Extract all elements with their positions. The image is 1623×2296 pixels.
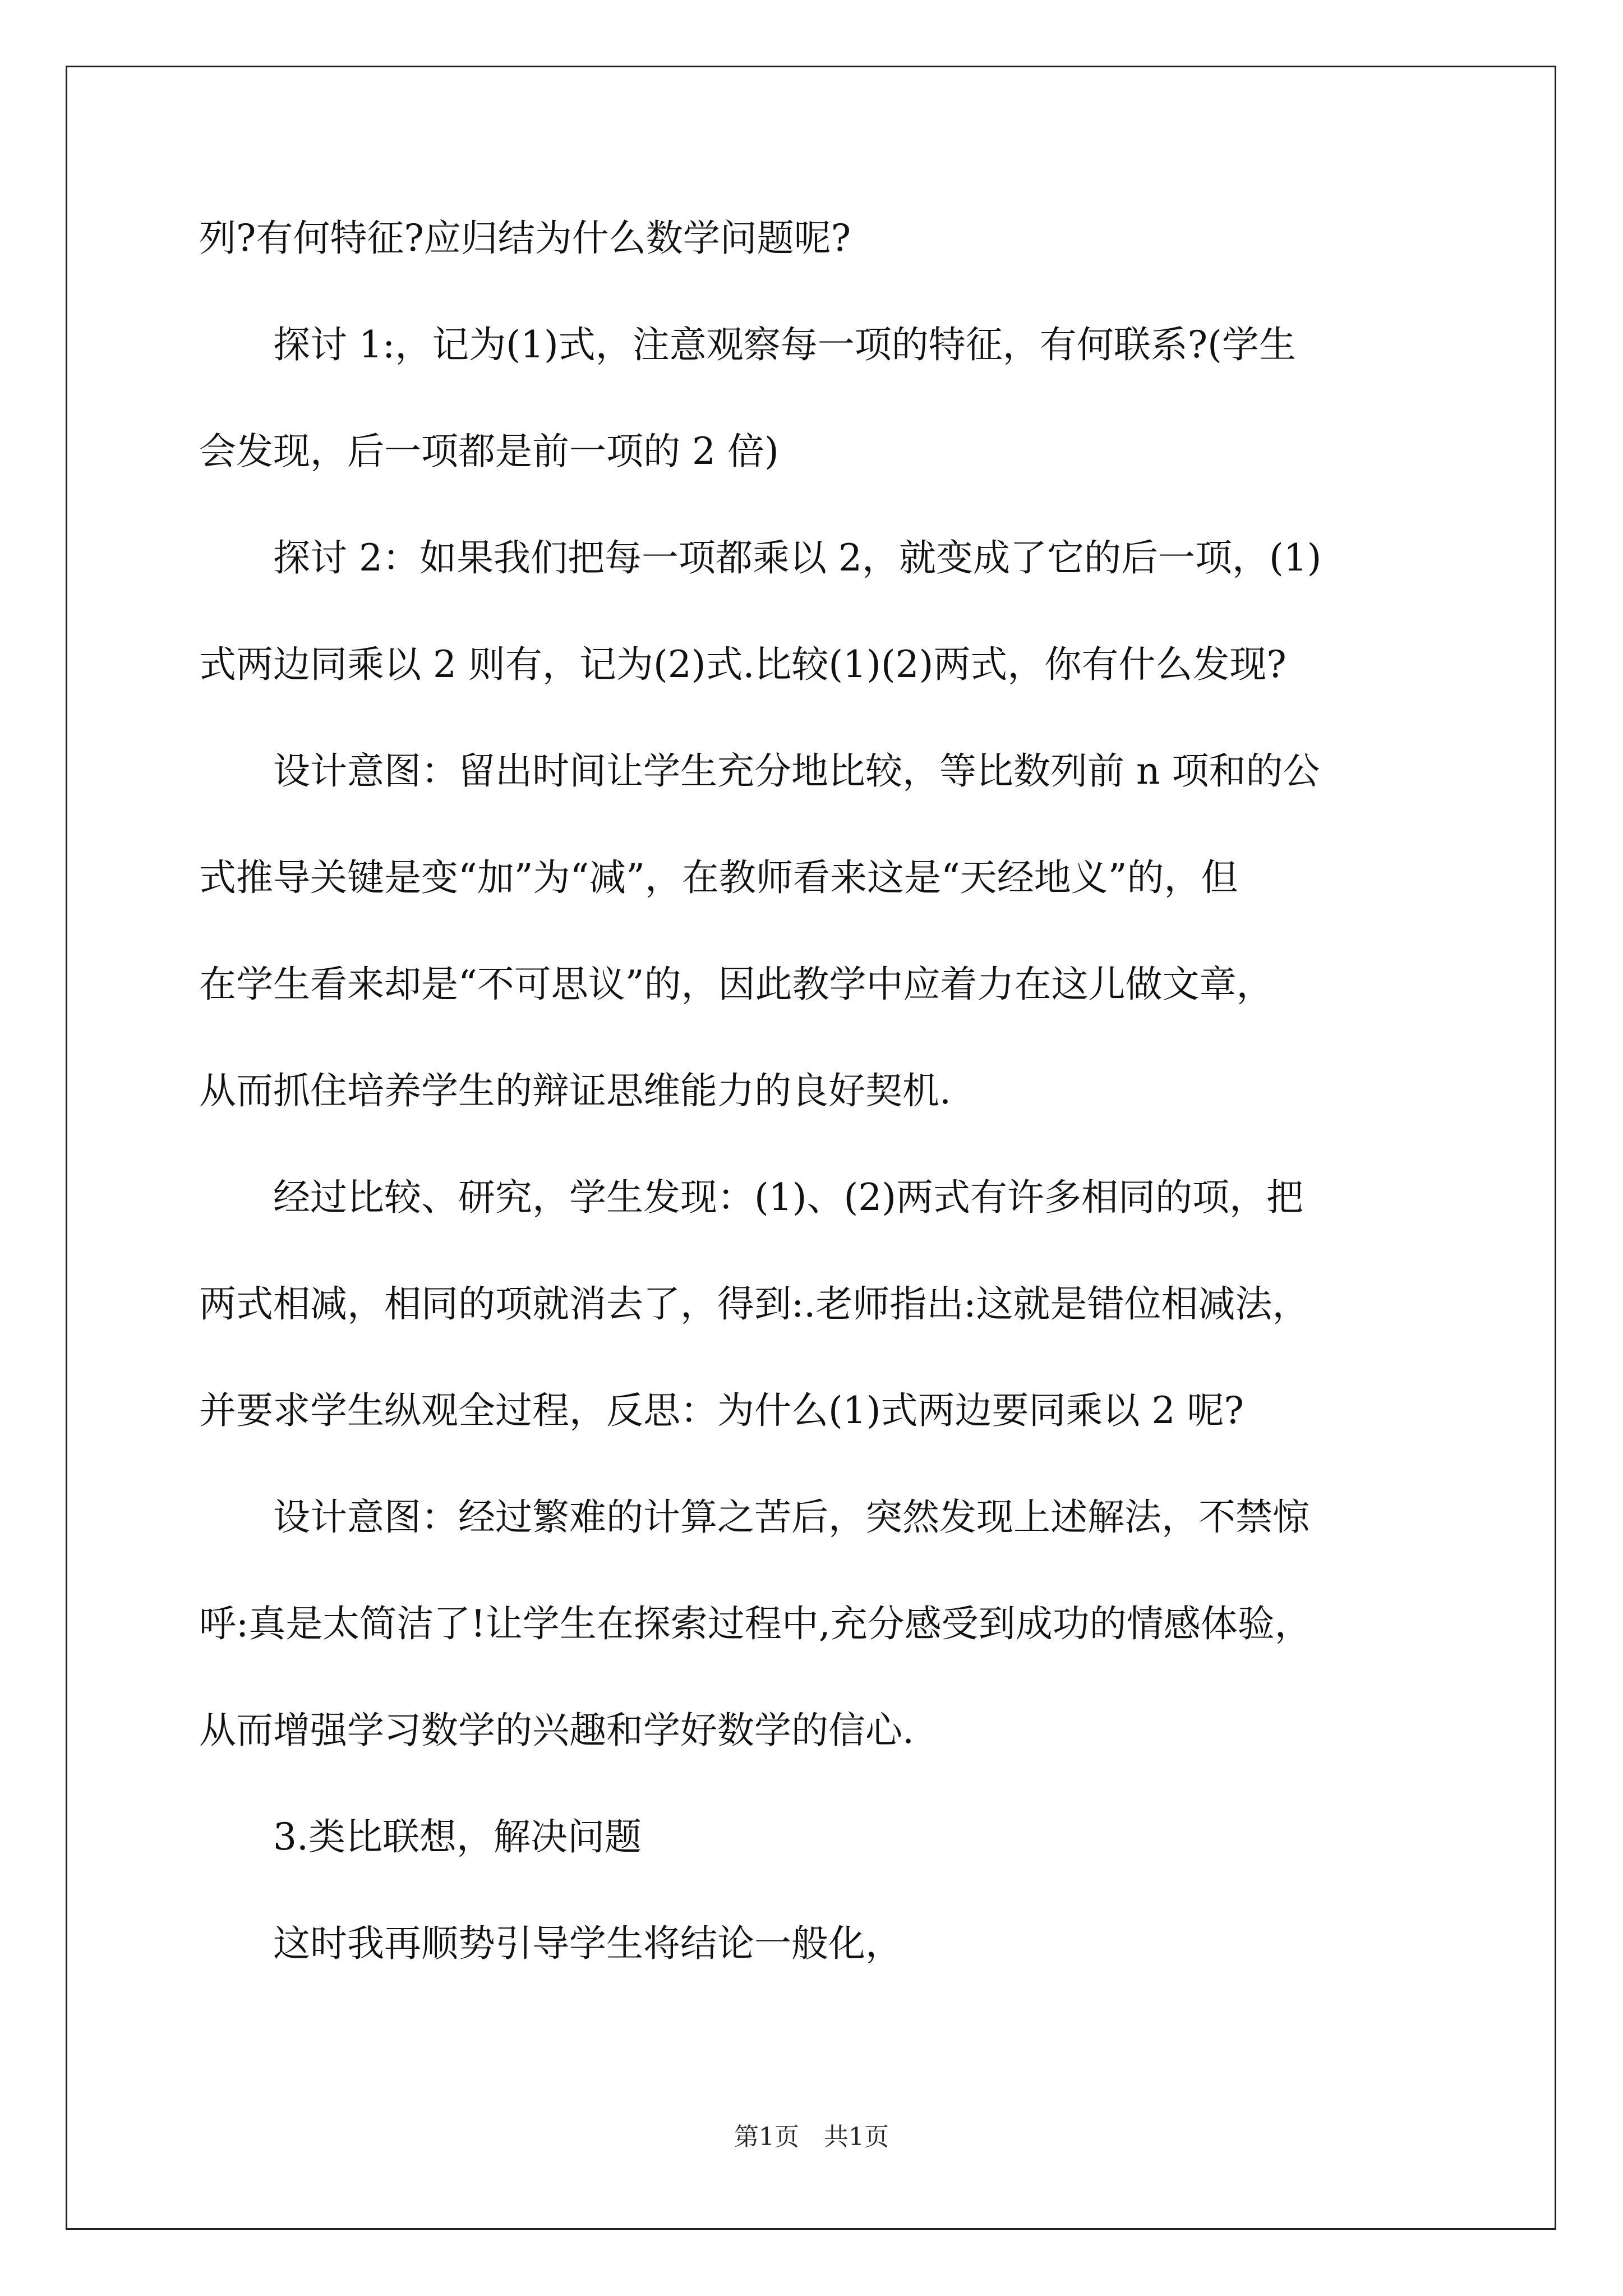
text-line: 探讨 2：如果我们把每一项都乘以 2，就变成了它的后一项，(1): [199, 536, 1322, 579]
text-line: 从而抓住培养学生的辩证思维能力的良好契机.: [199, 1069, 951, 1112]
text-line: 两式相减，相同的项就消去了，得到:.老师指出:这就是错位相减法，: [199, 1282, 1310, 1326]
text-line: 列?有何特征?应归结为什么数学问题呢?: [199, 217, 851, 260]
page-border: [66, 66, 1556, 2230]
text-line: 从而增强学习数学的兴趣和学好数学的信心.: [199, 1709, 914, 1752]
section-heading: 3.类比联想，解决问题: [199, 1815, 642, 1858]
text-line: 设计意图：经过繁难的计算之苦后，突然发现上述解法，不禁惊: [199, 1496, 1310, 1539]
text-line: 在学生看来却是“不可思议”的，因此教学中应着力在这儿做文章，: [199, 963, 1274, 1006]
text-line: 会发现，后一项都是前一项的 2 倍): [199, 430, 779, 473]
text-line: 呼:真是太简洁了!让学生在探索过程中,充分感受到成功的情感体验，: [199, 1602, 1312, 1645]
page-number-footer: 第1页 共1页: [734, 2123, 889, 2151]
text-line: 这时我再顺势引导学生将结论一般化，: [199, 1922, 902, 1965]
text-line: 式推导关键是变“加”为“减”，在教师看来这是“天经地义”的，但: [199, 856, 1238, 899]
text-line: 式两边同乘以 2 则有，记为(2)式.比较(1)(2)两式，你有什么发现?: [199, 643, 1287, 686]
text-line: 经过比较、研究，学生发现：(1)、(2)两式有许多相同的项，把: [199, 1176, 1303, 1219]
text-line: 探讨 1:，记为(1)式，注意观察每一项的特征，有何联系?(学生: [199, 323, 1296, 366]
text-line: 并要求学生纵观全过程，反思：为什么(1)式两边要同乘以 2 呢?: [199, 1389, 1244, 1432]
text-line: 设计意图：留出时间让学生充分地比较，等比数列前 n 项和的公: [199, 749, 1320, 793]
